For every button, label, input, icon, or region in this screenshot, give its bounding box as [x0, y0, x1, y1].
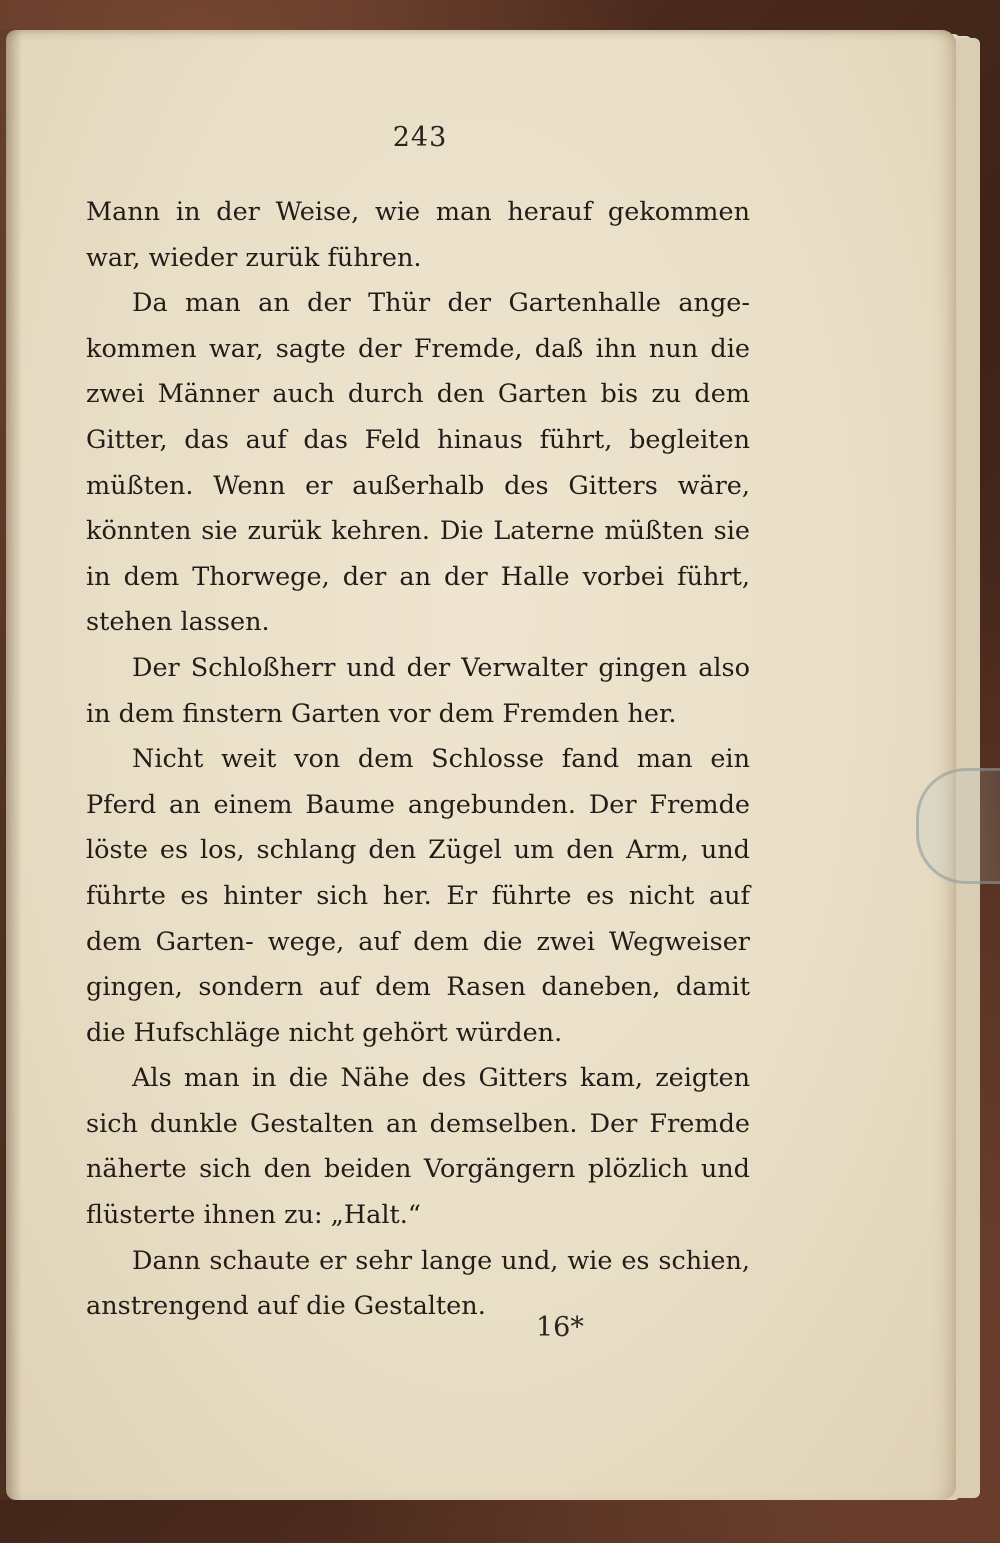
paragraph: Der Schloßherr und der Verwalter gingen also in dem finstern Garten vor dem Fremden her.	[86, 652, 750, 729]
paragraph: Da man an der Thür der Gartenhalle ange- kommen war, sagte der Fremde, daß ihn nun die zwei Männer auch durch den Garten bis zu dem Gitter, das auf das Feld hinaus führt, begleiten müßten. Wenn er außerhalb des Gitters wäre, könnten sie zurük kehren. Die Laterne müßten sie in dem Thorwege, der an der Halle vorbei führt, stehen lassen.	[86, 288, 750, 638]
body-text	[86, 190, 750, 1330]
signature-mark: 16*	[536, 1312, 584, 1343]
paragraph: Dann schaute er sehr lange und, wie es schien, anstrengend auf die Gestalten.	[86, 1245, 750, 1322]
page-number: 243	[392, 122, 448, 153]
page-gutter-shadow	[0, 30, 22, 1500]
paragraph: Mann in der Weise, wie man herauf gekommen war, wieder zurük führen.	[86, 197, 750, 273]
paragraph: Als man in die Nähe des Gitters kam, zeigten sich dunkle Gestalten an demselben. Der Fremde näherte sich den beiden Vorgängern plözlich und flüsterte ihnen zu: „Halt.“	[86, 1063, 750, 1231]
paragraph: Nicht weit von dem Schlosse fand man ein Pferd an einem Baume angebunden. Der Fremde löste es los, schlang den Zügel um den Arm, und führte es hinter sich her. Er führte es nicht auf dem Garten- wege, auf dem die zwei Wegweiser gingen, sondern auf dem Rasen daneben, damit die Hufschläge nicht gehört würden.	[86, 744, 750, 1048]
bookmark-clip	[916, 768, 1000, 884]
